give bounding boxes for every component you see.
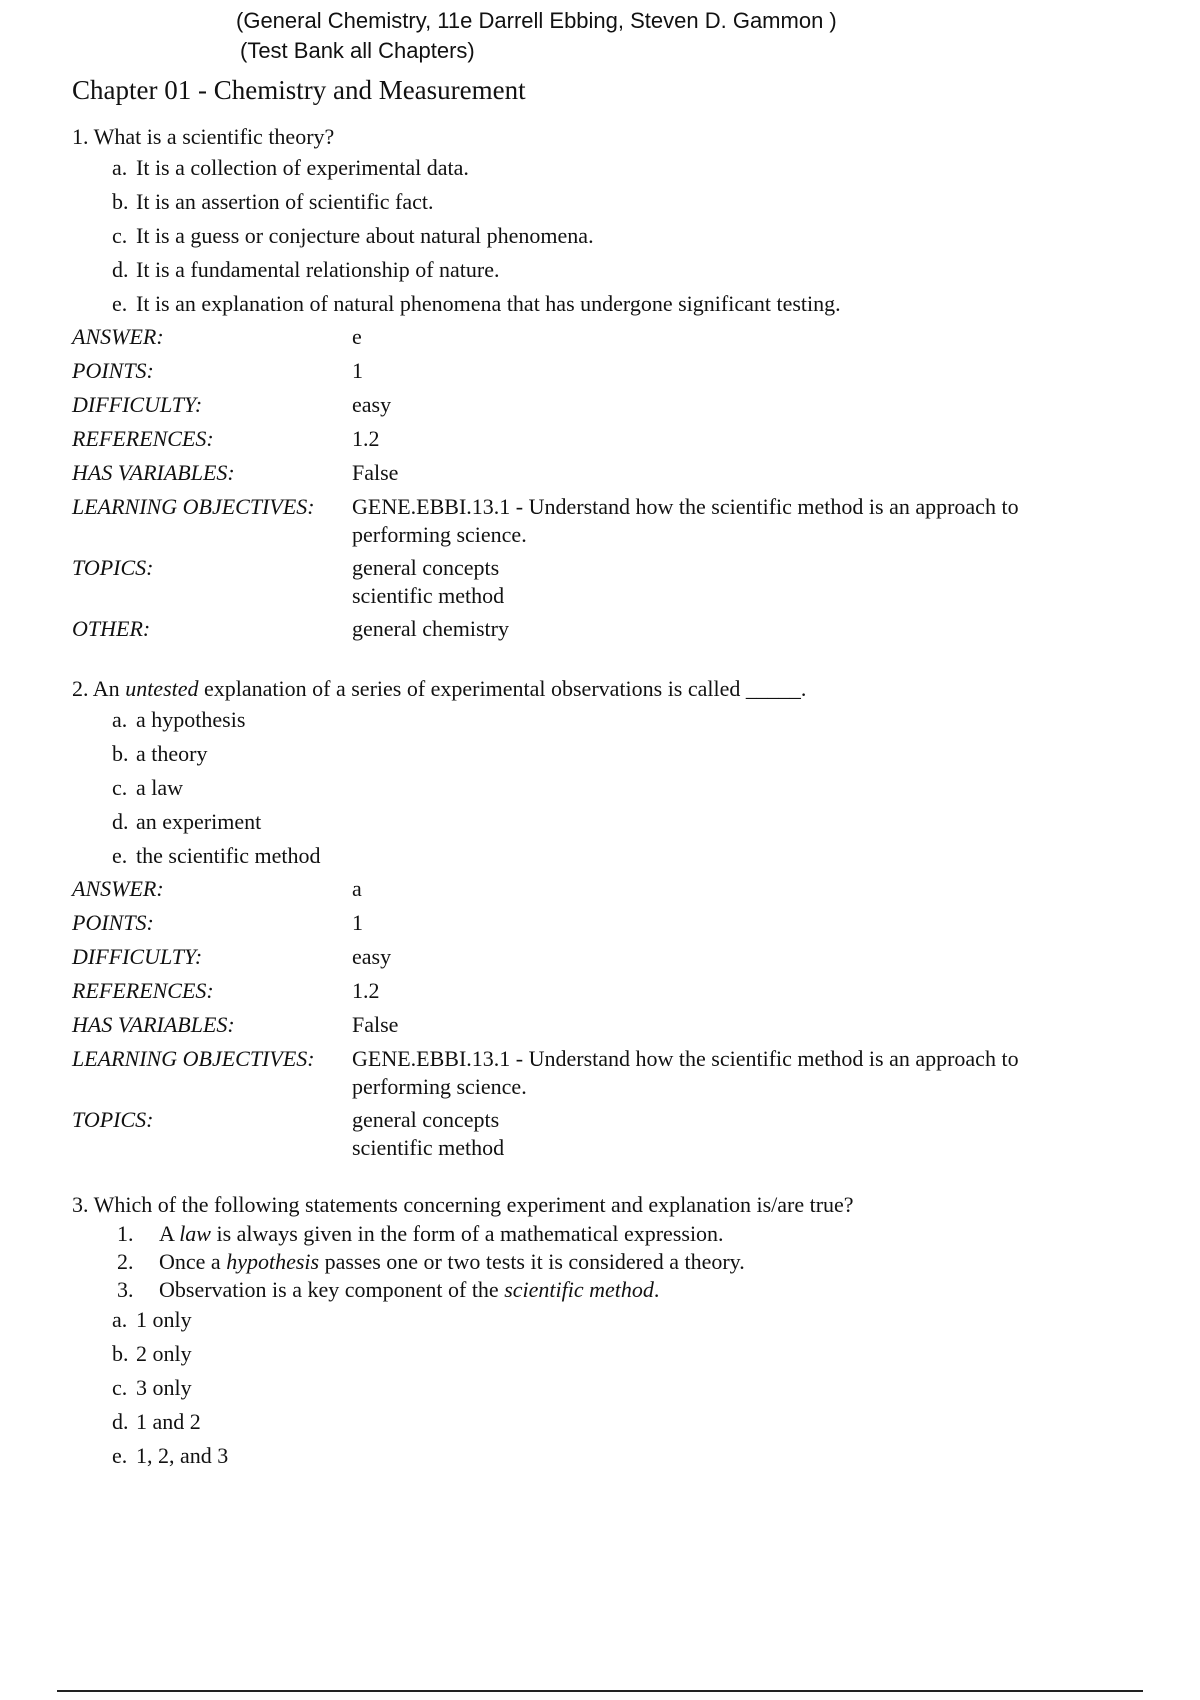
meta-row-other: OTHER: general chemistry bbox=[72, 616, 509, 641]
statement-item: 1. A law is always given in the form of a mathematical expression. bbox=[117, 1221, 724, 1246]
meta-row-learning-objectives: LEARNING OBJECTIVES: GENE.EBBI.13.1 - Understand how the scientific method is an approach to performing science. bbox=[72, 1046, 1019, 1099]
meta-row-topics: TOPICS: general concepts scientific method bbox=[72, 555, 505, 608]
option-b: b. 2 only bbox=[112, 1341, 192, 1366]
option-b: b. a theory bbox=[112, 741, 208, 766]
question-metadata bbox=[72, 322, 1112, 648]
page-bottom-rule bbox=[57, 1690, 1143, 1692]
statement-item: 2. Once a hypothesis passes one or two tests it is considered a theory. bbox=[117, 1249, 745, 1274]
option-b: b. It is an assertion of scientific fact. bbox=[112, 189, 434, 214]
answer-options bbox=[72, 152, 1132, 322]
option-a: a. 1 only bbox=[112, 1307, 192, 1332]
meta-row-has-variables: HAS VARIABLES: False bbox=[72, 460, 399, 485]
question-stem: 2. An untested explanation of a series of experimental observations is called _____. bbox=[72, 676, 807, 701]
statement-list bbox=[72, 1220, 1132, 1304]
meta-row-difficulty: DIFFICULTY: easy bbox=[72, 944, 392, 969]
meta-row-references: REFERENCES: 1.2 bbox=[72, 978, 380, 1003]
book-title-line: (General Chemistry, 11e Darrell Ebbing, Steven D. Gammon ) bbox=[236, 8, 837, 33]
question-metadata bbox=[72, 874, 1112, 1166]
chapter-title: Chapter 01 - Chemistry and Measurement bbox=[72, 75, 526, 105]
meta-row-points: POINTS: 1 bbox=[72, 910, 363, 935]
question-1 bbox=[72, 122, 1132, 648]
meta-row-topics: TOPICS: general concepts scientific method bbox=[72, 1107, 505, 1160]
question-stem: 3. Which of the following statements concerning experiment and explanation is/are true? bbox=[72, 1192, 854, 1217]
meta-row-answer: ANSWER: a bbox=[72, 876, 362, 901]
option-e: e. It is an explanation of natural phenomena that has undergone significant testing. bbox=[112, 291, 841, 316]
option-d: d. It is a fundamental relationship of nature. bbox=[112, 257, 500, 282]
option-c: c. a law bbox=[112, 775, 184, 800]
option-a: a. It is a collection of experimental data. bbox=[112, 155, 469, 180]
option-e: e. the scientific method bbox=[112, 843, 321, 868]
option-a: a. a hypothesis bbox=[112, 707, 246, 732]
meta-row-answer: ANSWER: e bbox=[72, 324, 362, 349]
meta-row-has-variables: HAS VARIABLES: False bbox=[72, 1012, 399, 1037]
meta-row-references: REFERENCES: 1.2 bbox=[72, 426, 380, 451]
answer-options bbox=[72, 1304, 1132, 1474]
meta-row-difficulty: DIFFICULTY: easy bbox=[72, 392, 392, 417]
statement-item: 3. Observation is a key component of the scientific method. bbox=[117, 1277, 660, 1302]
meta-row-points: POINTS: 1 bbox=[72, 358, 363, 383]
option-c: c. It is a guess or conjecture about natural phenomena. bbox=[112, 223, 594, 248]
question-3 bbox=[72, 1190, 1132, 1474]
question-stem: 1. What is a scientific theory? bbox=[72, 124, 335, 149]
book-subtitle-line: (Test Bank all Chapters) bbox=[240, 38, 475, 63]
question-2 bbox=[72, 674, 1132, 1166]
book-header bbox=[236, 6, 837, 66]
option-d: d. an experiment bbox=[112, 809, 262, 834]
meta-row-learning-objectives: LEARNING OBJECTIVES: GENE.EBBI.13.1 - Understand how the scientific method is an approach to performing science. bbox=[72, 494, 1019, 547]
option-d: d. 1 and 2 bbox=[112, 1409, 201, 1434]
option-e: e. 1, 2, and 3 bbox=[112, 1443, 229, 1468]
answer-options bbox=[72, 704, 1132, 874]
option-c: c. 3 only bbox=[112, 1375, 192, 1400]
